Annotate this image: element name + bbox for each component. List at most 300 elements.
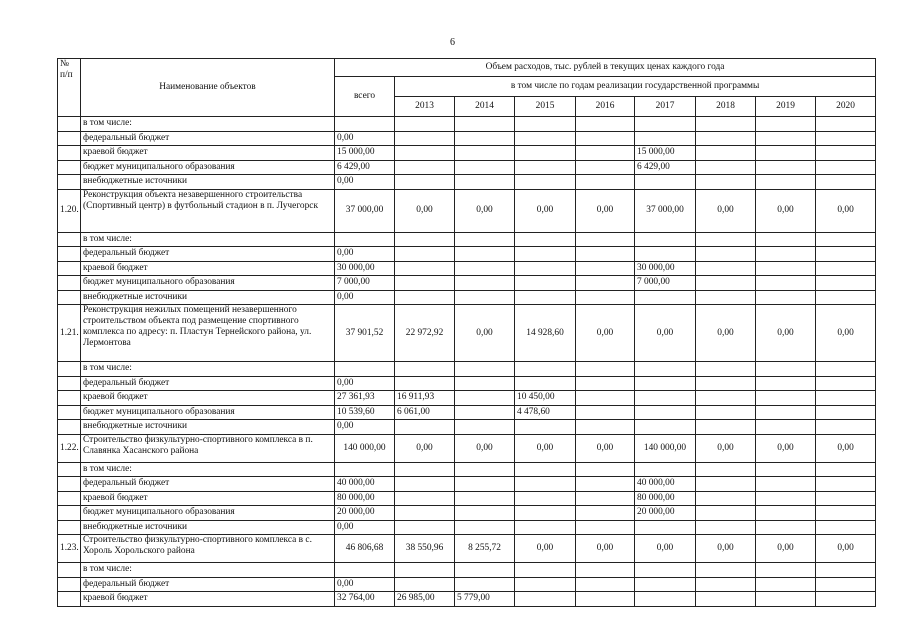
cell-total [335,462,395,477]
cell-y2017 [635,175,696,190]
cell-y2014 [455,376,515,391]
cell-y2016 [576,117,635,132]
cell-y2017: 80 000,00 [635,491,696,506]
cell-y2018 [696,506,756,521]
cell-y2013 [395,420,455,435]
cell-total: 46 806,68 [335,535,395,563]
cell-y2016 [576,462,635,477]
cell-y2020 [816,362,876,377]
cell-y2017 [635,577,696,592]
table-row [58,420,876,435]
table-row [58,276,876,291]
cell-y2016 [576,261,635,276]
cell-y2017 [635,563,696,578]
table-row [58,491,876,506]
cell-total: 40 000,00 [335,477,395,492]
cell-y2017 [635,290,696,305]
cell-y2014 [455,290,515,305]
row-name: бюджет муниципального образования [81,405,335,420]
row-number [58,160,81,175]
cell-y2020: 0,00 [816,189,876,232]
cell-total: 0,00 [335,290,395,305]
cell-y2018 [696,362,756,377]
cell-y2017 [635,462,696,477]
table-row [58,506,876,521]
cell-y2017: 37 000,00 [635,189,696,232]
cell-y2019 [756,146,816,161]
table-row [58,146,876,161]
cell-total: 30 000,00 [335,261,395,276]
table-row [58,563,876,578]
cell-y2015 [515,131,576,146]
cell-y2015: 0,00 [515,535,576,563]
cell-y2019 [756,520,816,535]
cell-y2016 [576,131,635,146]
cell-y2014 [455,175,515,190]
cell-y2015 [515,477,576,492]
cell-total: 80 000,00 [335,491,395,506]
cell-y2014 [455,362,515,377]
cell-y2013 [395,563,455,578]
cell-y2018 [696,175,756,190]
row-name: внебюджетные источники [81,290,335,305]
cell-y2015: 0,00 [515,434,576,462]
table-row [58,376,876,391]
cell-y2013 [395,477,455,492]
row-number [58,462,81,477]
cell-y2015 [515,261,576,276]
row-number [58,592,81,607]
table-row [58,160,876,175]
cell-y2014 [455,520,515,535]
cell-y2013 [395,232,455,247]
cell-y2020 [816,247,876,262]
cell-y2013: 22 972,92 [395,305,455,362]
row-number [58,577,81,592]
cell-y2015 [515,160,576,175]
cell-total: 15 000,00 [335,146,395,161]
cell-y2016: 0,00 [576,305,635,362]
cell-y2016 [576,577,635,592]
cell-y2015 [515,362,576,377]
cell-y2018: 0,00 [696,434,756,462]
cell-y2014 [455,405,515,420]
row-number: 1.23. [58,535,81,563]
row-number [58,420,81,435]
header-year: 2019 [756,97,816,117]
cell-y2019 [756,405,816,420]
cell-y2014: 0,00 [455,305,515,362]
cell-y2015 [515,376,576,391]
cell-y2016 [576,175,635,190]
row-name: Строительство физкультурно-спортивного комплекса в с. Хороль Хорольского района [81,535,335,563]
cell-y2016 [576,405,635,420]
cell-y2015 [515,592,576,607]
table-row [58,290,876,305]
row-name: федеральный бюджет [81,247,335,262]
table-row [58,261,876,276]
cell-y2018 [696,261,756,276]
cell-y2019 [756,160,816,175]
header-year: 2018 [696,97,756,117]
row-number [58,261,81,276]
row-name: Реконструкция нежилых помещений незавершенного строительством объекта под размещение спортивного комплекса по адресу: п. Пластун Тернейского района, ул. Лермонтова [81,305,335,362]
header-expense: Объем расходов, тыс. рублей в текущих ценах каждого года [335,59,876,77]
cell-y2020 [816,290,876,305]
row-number [58,175,81,190]
cell-y2018 [696,391,756,406]
row-name: федеральный бюджет [81,577,335,592]
cell-y2018: 0,00 [696,305,756,362]
cell-y2014 [455,276,515,291]
cell-y2019 [756,276,816,291]
cell-y2017 [635,592,696,607]
cell-y2017: 140 000,00 [635,434,696,462]
cell-y2015: 14 928,60 [515,305,576,362]
cell-y2014: 8 255,72 [455,535,515,563]
cell-y2019 [756,117,816,132]
cell-y2019 [756,362,816,377]
cell-y2016 [576,506,635,521]
cell-y2014 [455,247,515,262]
cell-y2013 [395,491,455,506]
cell-total [335,563,395,578]
cell-y2018: 0,00 [696,535,756,563]
table-row-item [58,434,876,462]
cell-total: 0,00 [335,420,395,435]
cell-y2016 [576,376,635,391]
cell-y2020 [816,391,876,406]
cell-y2020 [816,592,876,607]
cell-y2015 [515,491,576,506]
cell-y2019 [756,420,816,435]
row-number [58,477,81,492]
cell-y2019 [756,462,816,477]
cell-total: 6 429,00 [335,160,395,175]
cell-y2020 [816,261,876,276]
cell-y2015 [515,117,576,132]
row-name: в том числе: [81,563,335,578]
cell-y2019 [756,577,816,592]
cell-y2019 [756,175,816,190]
cell-y2013 [395,175,455,190]
cell-y2017: 6 429,00 [635,160,696,175]
row-number [58,247,81,262]
cell-y2013 [395,520,455,535]
cell-y2013: 26 985,00 [395,592,455,607]
cell-y2014 [455,261,515,276]
cell-y2017 [635,247,696,262]
row-number [58,491,81,506]
cell-y2015 [515,462,576,477]
cell-y2013 [395,506,455,521]
cell-y2020 [816,276,876,291]
cell-y2018 [696,232,756,247]
cell-y2013 [395,577,455,592]
row-name: Строительство физкультурно-спортивного комплекса в п. Славянка Хасанского района [81,434,335,462]
cell-y2013 [395,131,455,146]
cell-y2018 [696,405,756,420]
cell-y2020 [816,160,876,175]
row-number [58,376,81,391]
row-name: в том числе: [81,117,335,132]
cell-y2020 [816,563,876,578]
cell-y2017 [635,520,696,535]
row-number: 1.21. [58,305,81,362]
cell-y2018 [696,117,756,132]
cell-y2019: 0,00 [756,189,816,232]
cell-y2014 [455,506,515,521]
cell-total: 0,00 [335,247,395,262]
cell-y2017: 15 000,00 [635,146,696,161]
table-body [58,117,876,607]
cell-y2014: 0,00 [455,434,515,462]
table-row [58,592,876,607]
cell-y2016 [576,420,635,435]
cell-y2016 [576,391,635,406]
cell-y2018 [696,520,756,535]
cell-y2014 [455,391,515,406]
cell-y2016 [576,247,635,262]
cell-y2020 [816,131,876,146]
cell-y2018 [696,577,756,592]
cell-y2017: 40 000,00 [635,477,696,492]
cell-y2018 [696,563,756,578]
row-number [58,117,81,132]
cell-y2013: 38 550,96 [395,535,455,563]
cell-y2014 [455,491,515,506]
cell-total: 32 764,00 [335,592,395,607]
cell-y2017: 0,00 [635,305,696,362]
cell-y2020 [816,405,876,420]
cell-y2019: 0,00 [756,305,816,362]
header-year: 2017 [635,97,696,117]
budget-table [57,58,876,607]
cell-y2015 [515,577,576,592]
cell-y2013: 6 061,00 [395,405,455,420]
cell-y2016 [576,592,635,607]
cell-y2017: 30 000,00 [635,261,696,276]
cell-y2019 [756,477,816,492]
row-name: бюджет муниципального образования [81,276,335,291]
cell-y2018 [696,131,756,146]
cell-y2020 [816,420,876,435]
header-year: 2013 [395,97,455,117]
cell-y2018 [696,276,756,291]
row-number [58,290,81,305]
cell-y2017 [635,391,696,406]
row-name: краевой бюджет [81,391,335,406]
row-number [58,563,81,578]
row-number [58,146,81,161]
cell-y2014 [455,563,515,578]
cell-total: 37 000,00 [335,189,395,232]
header-total: всего [335,77,395,117]
cell-y2013 [395,160,455,175]
cell-y2016: 0,00 [576,189,635,232]
cell-total: 20 000,00 [335,506,395,521]
table-row [58,131,876,146]
row-number [58,520,81,535]
cell-y2017 [635,117,696,132]
cell-y2014 [455,477,515,492]
cell-y2019 [756,261,816,276]
cell-y2016 [576,276,635,291]
cell-y2020 [816,462,876,477]
row-name: федеральный бюджет [81,477,335,492]
cell-y2016 [576,362,635,377]
cell-y2020 [816,520,876,535]
table-row [58,520,876,535]
cell-y2015: 0,00 [515,189,576,232]
row-name: краевой бюджет [81,592,335,607]
cell-y2014: 5 779,00 [455,592,515,607]
cell-y2015 [515,146,576,161]
cell-y2019 [756,376,816,391]
cell-y2019 [756,491,816,506]
cell-y2017 [635,362,696,377]
row-name: краевой бюджет [81,261,335,276]
header-year: 2020 [816,97,876,117]
row-name: краевой бюджет [81,146,335,161]
cell-y2013 [395,261,455,276]
cell-y2018 [696,592,756,607]
cell-y2018 [696,376,756,391]
cell-total: 0,00 [335,376,395,391]
cell-y2020 [816,491,876,506]
cell-y2016 [576,477,635,492]
cell-y2018: 0,00 [696,189,756,232]
cell-y2018 [696,290,756,305]
cell-total: 140 000,00 [335,434,395,462]
cell-total: 0,00 [335,131,395,146]
cell-y2017: 20 000,00 [635,506,696,521]
table-row-item [58,189,876,232]
table-row [58,362,876,377]
cell-y2019: 0,00 [756,434,816,462]
cell-y2014 [455,146,515,161]
row-name: в том числе: [81,362,335,377]
cell-y2019 [756,592,816,607]
cell-y2014 [455,117,515,132]
cell-total: 27 361,93 [335,391,395,406]
cell-total [335,117,395,132]
cell-y2020: 0,00 [816,305,876,362]
table-row [58,477,876,492]
row-name: в том числе: [81,232,335,247]
row-name: внебюджетные источники [81,420,335,435]
header-year: 2015 [515,97,576,117]
row-name: внебюджетные источники [81,175,335,190]
cell-y2019 [756,290,816,305]
cell-y2015 [515,175,576,190]
row-name: бюджет муниципального образования [81,506,335,521]
cell-y2013 [395,247,455,262]
cell-y2013: 16 911,93 [395,391,455,406]
cell-y2014 [455,577,515,592]
cell-y2016: 0,00 [576,535,635,563]
row-number [58,131,81,146]
cell-y2019 [756,506,816,521]
cell-y2016 [576,290,635,305]
cell-y2013 [395,376,455,391]
table-row [58,462,876,477]
cell-y2019: 0,00 [756,535,816,563]
cell-total: 37 901,52 [335,305,395,362]
cell-total: 0,00 [335,520,395,535]
cell-y2013 [395,146,455,161]
table-row [58,405,876,420]
cell-y2017 [635,376,696,391]
table-row [58,232,876,247]
cell-y2015: 4 478,60 [515,405,576,420]
header-by-year: в том числе по годам реализации государственной программы [395,77,876,97]
header-year: 2016 [576,97,635,117]
table-row [58,117,876,132]
cell-y2016 [576,491,635,506]
cell-y2015 [515,290,576,305]
header-year: 2014 [455,97,515,117]
cell-y2020 [816,506,876,521]
cell-y2017 [635,131,696,146]
row-name: Реконструкция объекта незавершенного строительства (Спортивный центр) в футбольный стадион в п. Лучегорск [81,189,335,232]
row-name: федеральный бюджет [81,376,335,391]
table-row [58,391,876,406]
cell-y2019 [756,391,816,406]
cell-y2020 [816,577,876,592]
page-number: 6 [450,37,455,48]
cell-y2017 [635,405,696,420]
cell-y2019 [756,131,816,146]
cell-y2015: 10 450,00 [515,391,576,406]
row-name: внебюджетные источники [81,520,335,535]
row-number: 1.22. [58,434,81,462]
cell-y2015 [515,563,576,578]
cell-y2015 [515,420,576,435]
row-number [58,405,81,420]
cell-y2016 [576,160,635,175]
row-number [58,506,81,521]
cell-y2018 [696,247,756,262]
cell-y2016 [576,146,635,161]
cell-y2015 [515,520,576,535]
cell-y2017 [635,232,696,247]
cell-y2013 [395,290,455,305]
cell-y2020: 0,00 [816,434,876,462]
cell-y2013: 0,00 [395,189,455,232]
cell-total: 0,00 [335,175,395,190]
cell-y2014 [455,160,515,175]
cell-total: 0,00 [335,577,395,592]
cell-y2018 [696,477,756,492]
cell-y2020 [816,477,876,492]
row-number: 1.20. [58,189,81,232]
cell-y2018 [696,146,756,161]
header-name: Наименование объектов [81,59,335,117]
row-number [58,391,81,406]
cell-total [335,362,395,377]
cell-y2017 [635,420,696,435]
cell-y2014 [455,131,515,146]
table-row [58,175,876,190]
table-row [58,247,876,262]
cell-y2015 [515,276,576,291]
cell-y2015 [515,247,576,262]
cell-y2016 [576,520,635,535]
cell-y2014 [455,462,515,477]
cell-y2020 [816,146,876,161]
cell-total [335,232,395,247]
